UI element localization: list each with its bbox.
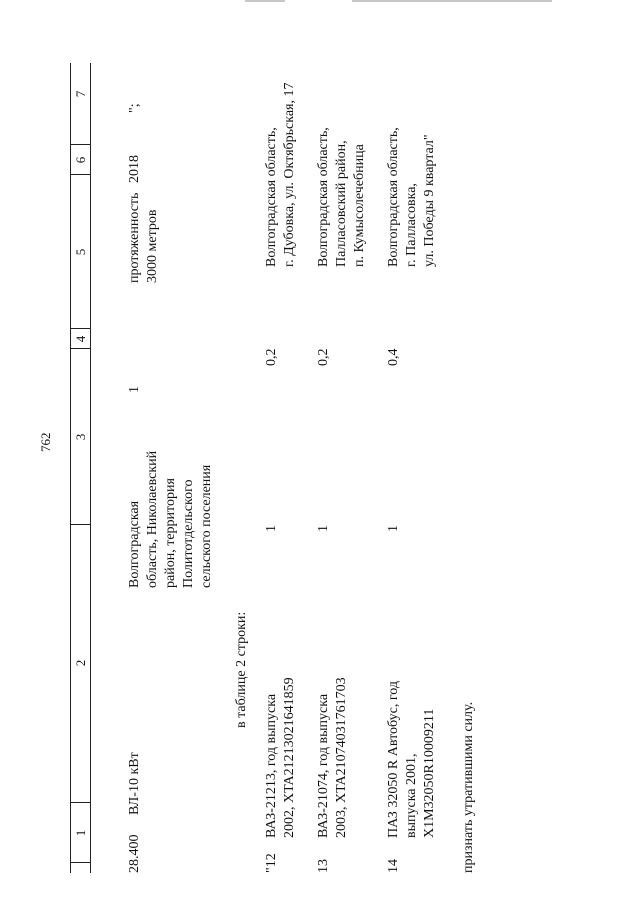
header-column-6: 6 [73, 156, 88, 164]
row-28400-name: ВЛ-10 кВт [127, 752, 142, 815]
table-row-12-vehicle: ВАЗ-21213, год выпуска 2002, XTA21213021641859 [264, 677, 297, 838]
row-28400-quantity: 1 [127, 386, 142, 393]
closing-text: признать утратившими силу. [461, 701, 476, 873]
table-row-12-value: 0,2 [264, 348, 279, 366]
table-row-14-address: Волгоградская область, г. Палласовка, ул. Победы 9 квартал" [386, 127, 437, 267]
table-row-14-vehicle: ПАЗ 32050 R Автобус, год выпуска 2001, X1M32050R10009211 [386, 681, 437, 838]
row-28400-number: 28.400 [127, 834, 142, 873]
table-row-13-number: 13 [316, 859, 331, 873]
row-28400-location: Волгоградская область, Николаевский район, территория Политотдельского сельского поселения [127, 450, 214, 588]
top-edge-rule [245, 0, 285, 2]
rotated-document-content [70, 33, 630, 873]
header-column-7: 7 [73, 90, 88, 98]
header-column-1: 1 [73, 829, 88, 837]
table-row-14-value: 0,4 [386, 348, 401, 366]
header-column-2: 2 [73, 659, 88, 667]
header-column-4: 4 [73, 335, 88, 343]
row-28400-closing-mark: "; [127, 103, 142, 113]
table-row-12-quantity: 1 [264, 525, 279, 532]
header-bottom-rule [90, 63, 91, 873]
table-row-13-vehicle: ВАЗ-21074, год выпуска 2003, XTA21074031761703 [316, 677, 349, 838]
header-column-5: 5 [73, 248, 88, 256]
row-28400-length: протяженность 3000 метров [127, 192, 160, 283]
top-edge-rule [352, 0, 552, 2]
header-top-rule [70, 63, 71, 873]
table-row-14-quantity: 1 [386, 525, 401, 532]
table-row-12-address: Волгоградская область, г. Дубовка, ул. Октябрьская, 17 [264, 82, 297, 267]
table-row-13-address: Волгоградская область, Палласовский район, п. Кумысолечебница [316, 127, 367, 267]
header-divider [70, 524, 90, 525]
header-divider [70, 862, 90, 863]
table-row-12-number: "12 [264, 853, 279, 873]
table-row-13-value: 0,2 [316, 348, 331, 366]
header-column-3: 3 [73, 433, 88, 441]
page-number: 762 [38, 432, 53, 452]
table-row-14-number: 14 [386, 859, 401, 873]
table-row-13-quantity: 1 [316, 525, 331, 532]
table-2-intro: в таблице 2 строки: [234, 611, 249, 728]
row-28400-year: 2018 [127, 155, 142, 183]
header-divider [70, 802, 90, 803]
